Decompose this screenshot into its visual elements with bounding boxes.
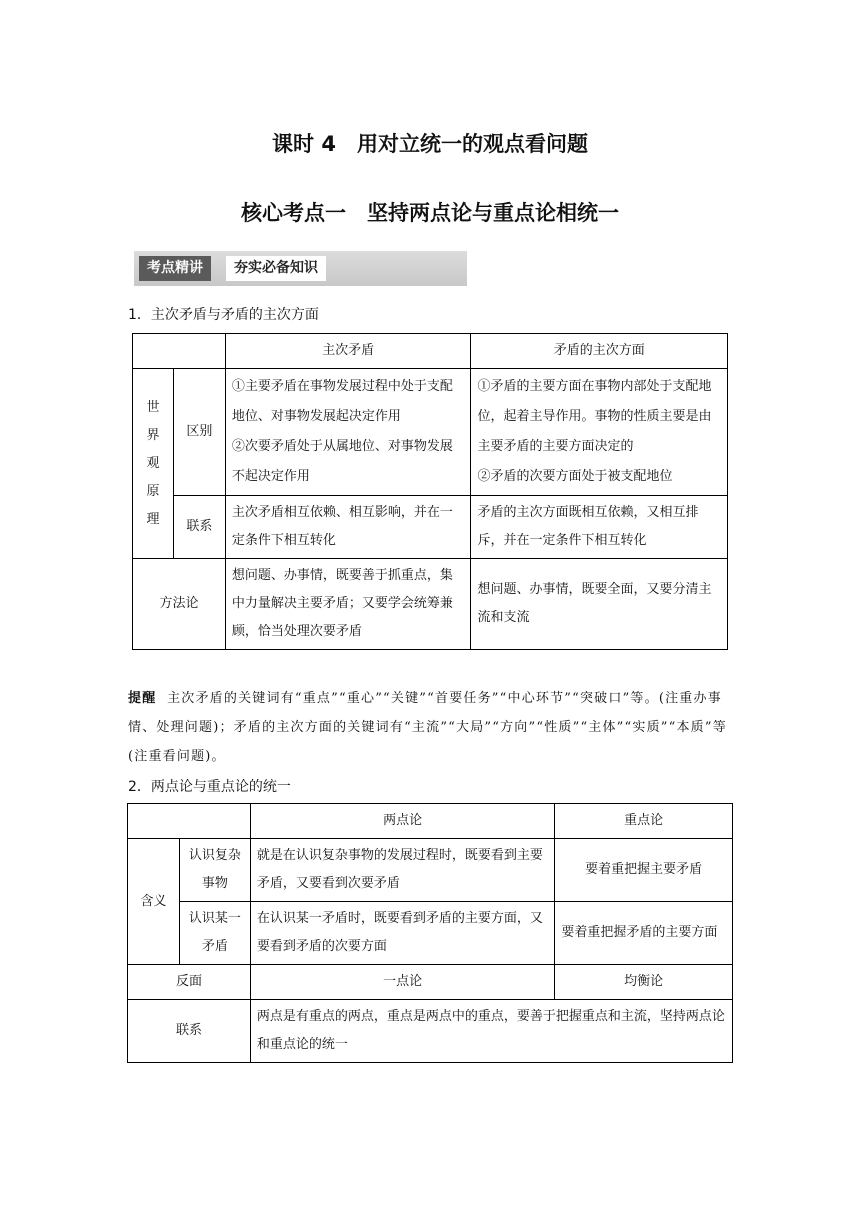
- table-cell: 想问题、办事情，既要善于抓重点，集中力量解决主要矛盾；又要学会统筹兼顾，恰当处理次要矛盾: [225, 559, 471, 650]
- table-cell: [225, 369, 471, 496]
- cell-text: ②矛盾的次要方面处于被支配地位: [477, 469, 673, 484]
- table-cell: 在认识某一矛盾时，既要看到矛盾的主要方面，又要看到矛盾的次要方面: [250, 902, 554, 965]
- row-label: 方法论: [133, 559, 226, 650]
- table-header-row: [128, 804, 733, 839]
- table-row: [133, 496, 728, 559]
- table-cell: 想问题、办事情，既要全面，又要分清主流和支流: [471, 559, 728, 650]
- table-cell: 就是在认识复杂事物的发展过程时，既要看到主要矛盾，又要看到次要矛盾: [250, 839, 554, 902]
- table-cell: 要着重把握矛盾的主要方面: [555, 902, 733, 965]
- reminder-label: 提醒: [128, 691, 157, 706]
- banner-tag: 考点精讲: [139, 256, 211, 281]
- table-row: [128, 902, 733, 965]
- reminder-note: [128, 684, 734, 771]
- row-label: 区别: [173, 369, 225, 496]
- cell-text: ②次要矛盾处于从属地位、对事物发展不起决定作用: [231, 439, 453, 484]
- row-label: 联系: [128, 1000, 251, 1063]
- row-label: [179, 839, 250, 902]
- table-cell: 主次矛盾相互依赖、相互影响，并在一定条件下相互转化: [225, 496, 471, 559]
- table-row: [128, 1000, 733, 1063]
- header-cell: 重点论: [555, 804, 733, 839]
- row-label-text: 认识复杂事物: [188, 848, 241, 891]
- group-label: 世界观原理: [146, 399, 160, 527]
- table-cell: 均衡论: [555, 965, 733, 1000]
- section1-heading: 1．主次矛盾与矛盾的主次方面: [128, 307, 319, 323]
- header-cell: 主次矛盾: [225, 334, 471, 369]
- key-point-banner: [134, 251, 467, 286]
- table-cell: [471, 369, 728, 496]
- cell-text: ①主要矛盾在事物发展过程中处于支配地位、对事物发展起决定作用: [231, 379, 453, 424]
- cell-text: ①矛盾的主要方面在事物内部处于支配地位，起着主导作用。事物的性质主要是由主要矛盾的主要方面决定的: [477, 379, 712, 454]
- table-cell: 一点论: [250, 965, 554, 1000]
- header-cell: 两点论: [250, 804, 554, 839]
- contradiction-table: [132, 333, 728, 650]
- row-label: 联系: [173, 496, 225, 559]
- row-label-text: 认识某一矛盾: [188, 911, 241, 954]
- table-row: [128, 965, 733, 1000]
- row-label: 反面: [128, 965, 251, 1000]
- table-cell: 要着重把握主要矛盾: [555, 839, 733, 902]
- banner-subtag: 夯实必备知识: [226, 256, 326, 281]
- group-cell: [133, 369, 174, 559]
- header-empty-cell: [128, 804, 251, 839]
- reminder-text: 主次矛盾的关键词有“重点”“重心”“关键”“首要任务”“中心环节”“突破口”等。(注重办事情、处理问题)；矛盾的主次方面的关键词有“主流”“大局”“方向”“性质”“主体”“实质”“本质”等(注重看问题)。: [128, 691, 727, 764]
- row-label: [179, 902, 250, 965]
- page-title: 课时 4 用对立统一的观点看问题: [272, 132, 588, 156]
- table-header-row: [133, 334, 728, 369]
- header-cell: 矛盾的主次方面: [471, 334, 728, 369]
- two-point-theory-table: [127, 803, 733, 1063]
- section2-heading: 2．两点论与重点论的统一: [128, 779, 291, 795]
- table-row: [133, 559, 728, 650]
- section-title: 核心考点一 坚持两点论与重点论相统一: [241, 201, 619, 225]
- table-cell: 两点是有重点的两点，重点是两点中的重点，要善于把握重点和主流，坚持两点论和重点论的统一: [250, 1000, 732, 1063]
- table-cell: 矛盾的主次方面既相互依赖，又相互排斥，并在一定条件下相互转化: [471, 496, 728, 559]
- group-label: 含义: [128, 839, 180, 965]
- header-empty-cell: [133, 334, 226, 369]
- table-row: [133, 369, 728, 496]
- table-row: [128, 839, 733, 902]
